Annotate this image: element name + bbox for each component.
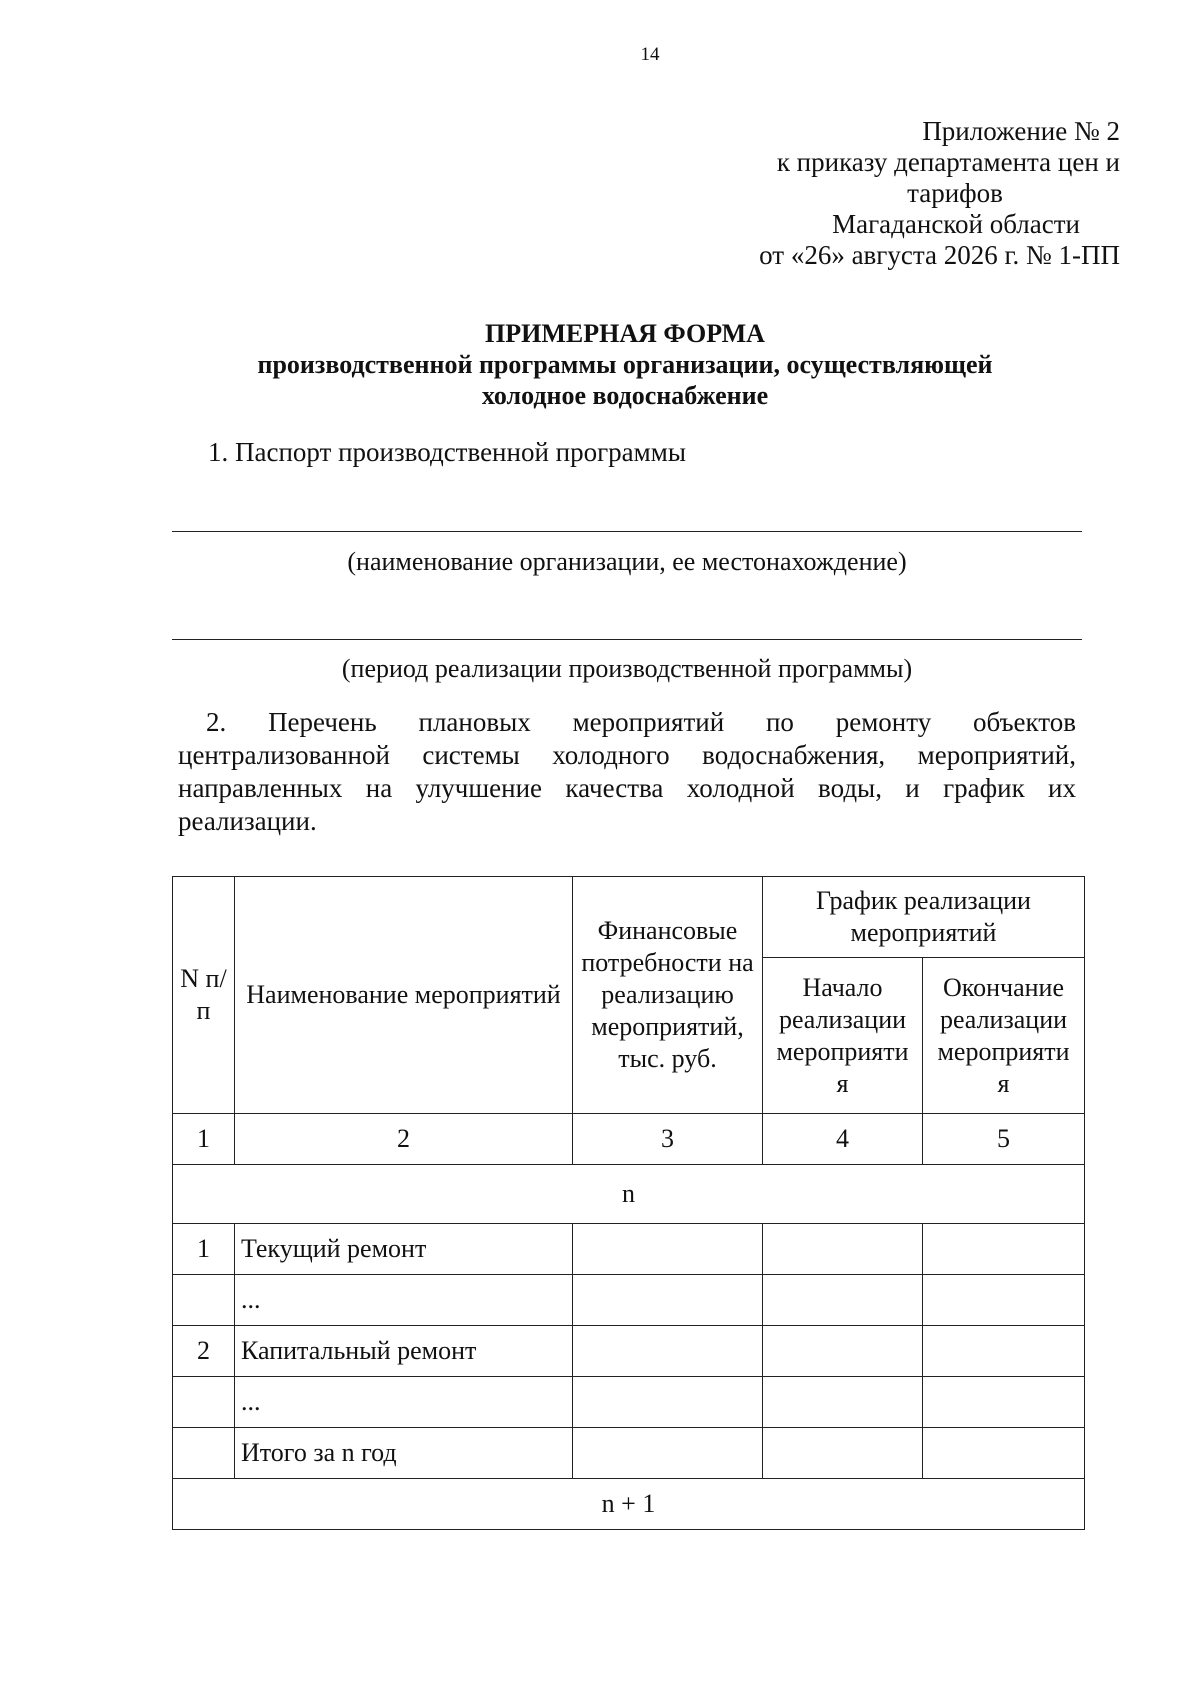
column-number: 5 [923,1114,1085,1165]
row-name: Текущий ремонт [235,1224,573,1275]
section-2-paragraph [178,706,1076,838]
paragraph-word: объектов [973,707,1076,737]
row-start-cell [763,1428,923,1479]
appendix-line: к приказу департамента цен и [776,147,1120,177]
paragraph-word: по [765,707,794,737]
row-end-cell [923,1326,1085,1377]
row-end-cell [923,1377,1085,1428]
row-start-cell [763,1377,923,1428]
period-caption: (период реализации производственной программы) [341,654,913,683]
row-start-cell [763,1275,923,1326]
table-row [173,1428,1085,1479]
row-finance-cell [573,1275,763,1326]
page-number: 14 [640,44,660,65]
title-line: производственной программы организации, осуществляющей [257,350,993,379]
paragraph-word: Перечень [268,707,377,737]
paragraph-line: направленных на улучшение качества холодной воды, и график их [178,773,1076,803]
header-schedule: График реализации мероприятий [763,877,1085,958]
row-finance-cell [573,1224,763,1275]
title-line: холодное водоснабжение [481,381,769,410]
section-1-heading: 1. Паспорт производственной программы [208,437,686,467]
form-title [190,318,1060,411]
row-name: ... [235,1275,573,1326]
row-start-cell [763,1224,923,1275]
row-end-cell [923,1224,1085,1275]
header-end: Окончание реализации мероприяти я [923,958,1085,1114]
appendix-line: Приложение № 2 [922,116,1120,146]
column-number: 1 [173,1114,235,1165]
paragraph-word: плановых [418,707,531,737]
table-row [173,1377,1085,1428]
paragraph-line: централизованной системы холодного водоснабжения, мероприятий, [178,740,1076,770]
column-number: 4 [763,1114,923,1165]
header-name: Наименование мероприятий [235,877,573,1114]
row-num [173,1428,235,1479]
appendix-line: Магаданской области [832,209,1080,239]
appendix-header [700,116,1120,271]
paragraph-word: ремонту [835,707,932,737]
header-finance: Финансовые потребности на реализацию мероприятий, тыс. руб. [573,877,763,1114]
row-finance-cell [573,1428,763,1479]
row-finance-cell [573,1326,763,1377]
row-num [173,1275,235,1326]
row-name: ... [235,1377,573,1428]
year-row-n-plus-1: n + 1 [173,1479,1085,1530]
row-start-cell [763,1326,923,1377]
header-num: N п/п [173,877,235,1114]
row-name: Итого за n год [235,1428,573,1479]
header-start: Начало реализации мероприяти я [763,958,923,1114]
activities-table [172,876,1085,1530]
row-finance-cell [573,1377,763,1428]
period-fill-line [172,639,1082,640]
appendix-line: тарифов [907,178,1003,208]
paragraph-line: реализации. [178,806,317,836]
organization-fill-line [172,531,1082,532]
table-row [173,1224,1085,1275]
organization-caption: (наименование организации, ее местонахождение) [347,547,907,576]
column-number: 2 [235,1114,573,1165]
appendix-line: от «26» августа 2026 г. № 1-ПП [759,240,1120,270]
row-num: 2 [173,1326,235,1377]
title-line: ПРИМЕРНАЯ ФОРМА [485,319,765,348]
table-row [173,1326,1085,1377]
year-row-n: n [173,1165,1085,1224]
paragraph-word: мероприятий [572,707,725,737]
row-num: 1 [173,1224,235,1275]
row-num [173,1377,235,1428]
column-number: 3 [573,1114,763,1165]
row-end-cell [923,1275,1085,1326]
paragraph-number: 2. [206,707,227,737]
paragraph-line [178,706,1076,739]
row-name: Капитальный ремонт [235,1326,573,1377]
table-row [173,1275,1085,1326]
row-end-cell [923,1428,1085,1479]
